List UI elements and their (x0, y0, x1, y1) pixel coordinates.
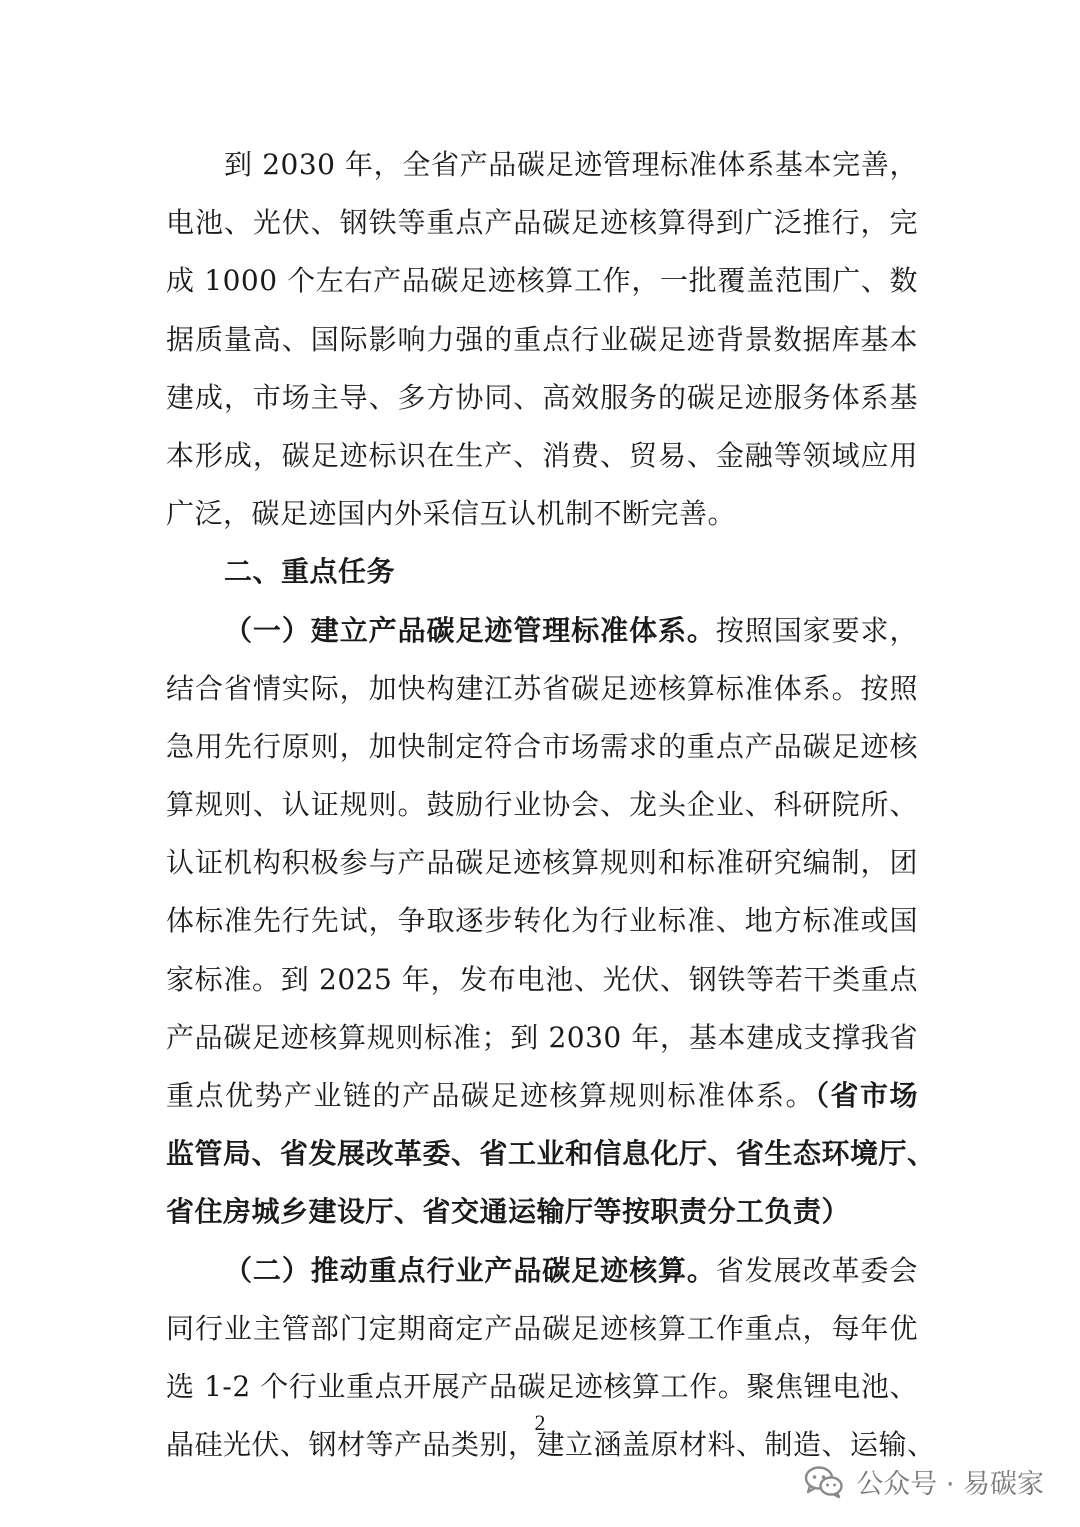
paragraph-line: 成 1000 个左右产品碳足迹核算工作，一批覆盖范围广、数 (166, 264, 918, 298)
paragraph-line: 到 2030 年，全省产品碳足迹管理标准体系基本完善， (224, 148, 918, 181)
paragraph-line: 急用先行原则，加快制定符合市场需求的重点产品碳足迹核 (166, 729, 918, 763)
paragraph-line: 据质量高、国际影响力强的重点行业碳足迹背景数据库基本 (166, 322, 918, 356)
section1-line-text: 重点优势产业链的产品碳足迹核算规则标准体系。 (166, 1079, 815, 1112)
wechat-watermark (804, 1462, 1044, 1501)
paragraph-line: 本形成，碳足迹标识在生产、消费、贸易、金融等领域应用 (166, 438, 918, 472)
paragraph-line: 选 1-2 个行业重点开展产品碳足迹核算工作。聚焦锂电池、 (166, 1369, 918, 1403)
paragraph-line: 电池、光伏、钢铁等重点产品碳足迹核算得到广泛推行，完 (166, 206, 918, 240)
paragraph-line: 认证机构积极参与产品碳足迹核算规则和标准研究编制，团 (166, 846, 918, 880)
paragraph-line: 产品碳足迹核算规则标准；到 2030 年，基本建成支撑我省 (166, 1020, 918, 1054)
wechat-icon (804, 1465, 844, 1499)
responsibility-line: 监管局、省发展改革委、省工业和信息化厅、省生态环境厅、 (166, 1137, 936, 1171)
responsibility-line: 省住房城乡建设厅、省交通运输厅等按职责分工负责） (166, 1195, 851, 1229)
section2-first-line (166, 1242, 918, 1300)
section2-title: （二）推动重点行业产品碳足迹核算。 (224, 1253, 716, 1287)
responsibility-start: （省市场 (814, 1079, 918, 1112)
section1-first-line-rest: 按照国家要求， (715, 613, 918, 647)
paragraph-line: 家标准。到 2025 年，发布电池、光伏、钢铁等若干类重点 (166, 962, 918, 996)
paragraph-line: 晶硅光伏、钢材等产品类别，建立涵盖原材料、制造、运输、 (166, 1428, 936, 1462)
section2-first-line-rest: 省发展改革委会 (715, 1253, 918, 1287)
section-heading: 二、重点任务 (224, 555, 396, 589)
paragraph-line: 结合省情实际，加快构建江苏省碳足迹核算标准体系。按照 (166, 671, 918, 705)
paragraph-line: 建成，市场主导、多方协同、高效服务的碳足迹服务体系基 (166, 380, 918, 414)
document-body (166, 136, 936, 1474)
paragraph-line: 算规则、认证规则。鼓励行业协会、龙头企业、科研院所、 (166, 788, 918, 822)
watermark-text: 公众号 · 易碳家 (856, 1469, 1044, 1500)
section1-title: （一）建立产品碳足迹管理标准体系。 (224, 613, 716, 647)
page-number: 2 (534, 1410, 546, 1435)
paragraph-line (166, 1067, 918, 1125)
paragraph-line: 体标准先行先试，争取逐步转化为行业标准、地方标准或国 (166, 904, 918, 938)
paragraph-line: 同行业主管部门定期商定产品碳足迹核算工作重点，每年优 (166, 1311, 918, 1345)
section1-first-line (166, 602, 918, 660)
paragraph-line: 广泛，碳足迹国内外采信互认机制不断完善。 (166, 497, 737, 531)
